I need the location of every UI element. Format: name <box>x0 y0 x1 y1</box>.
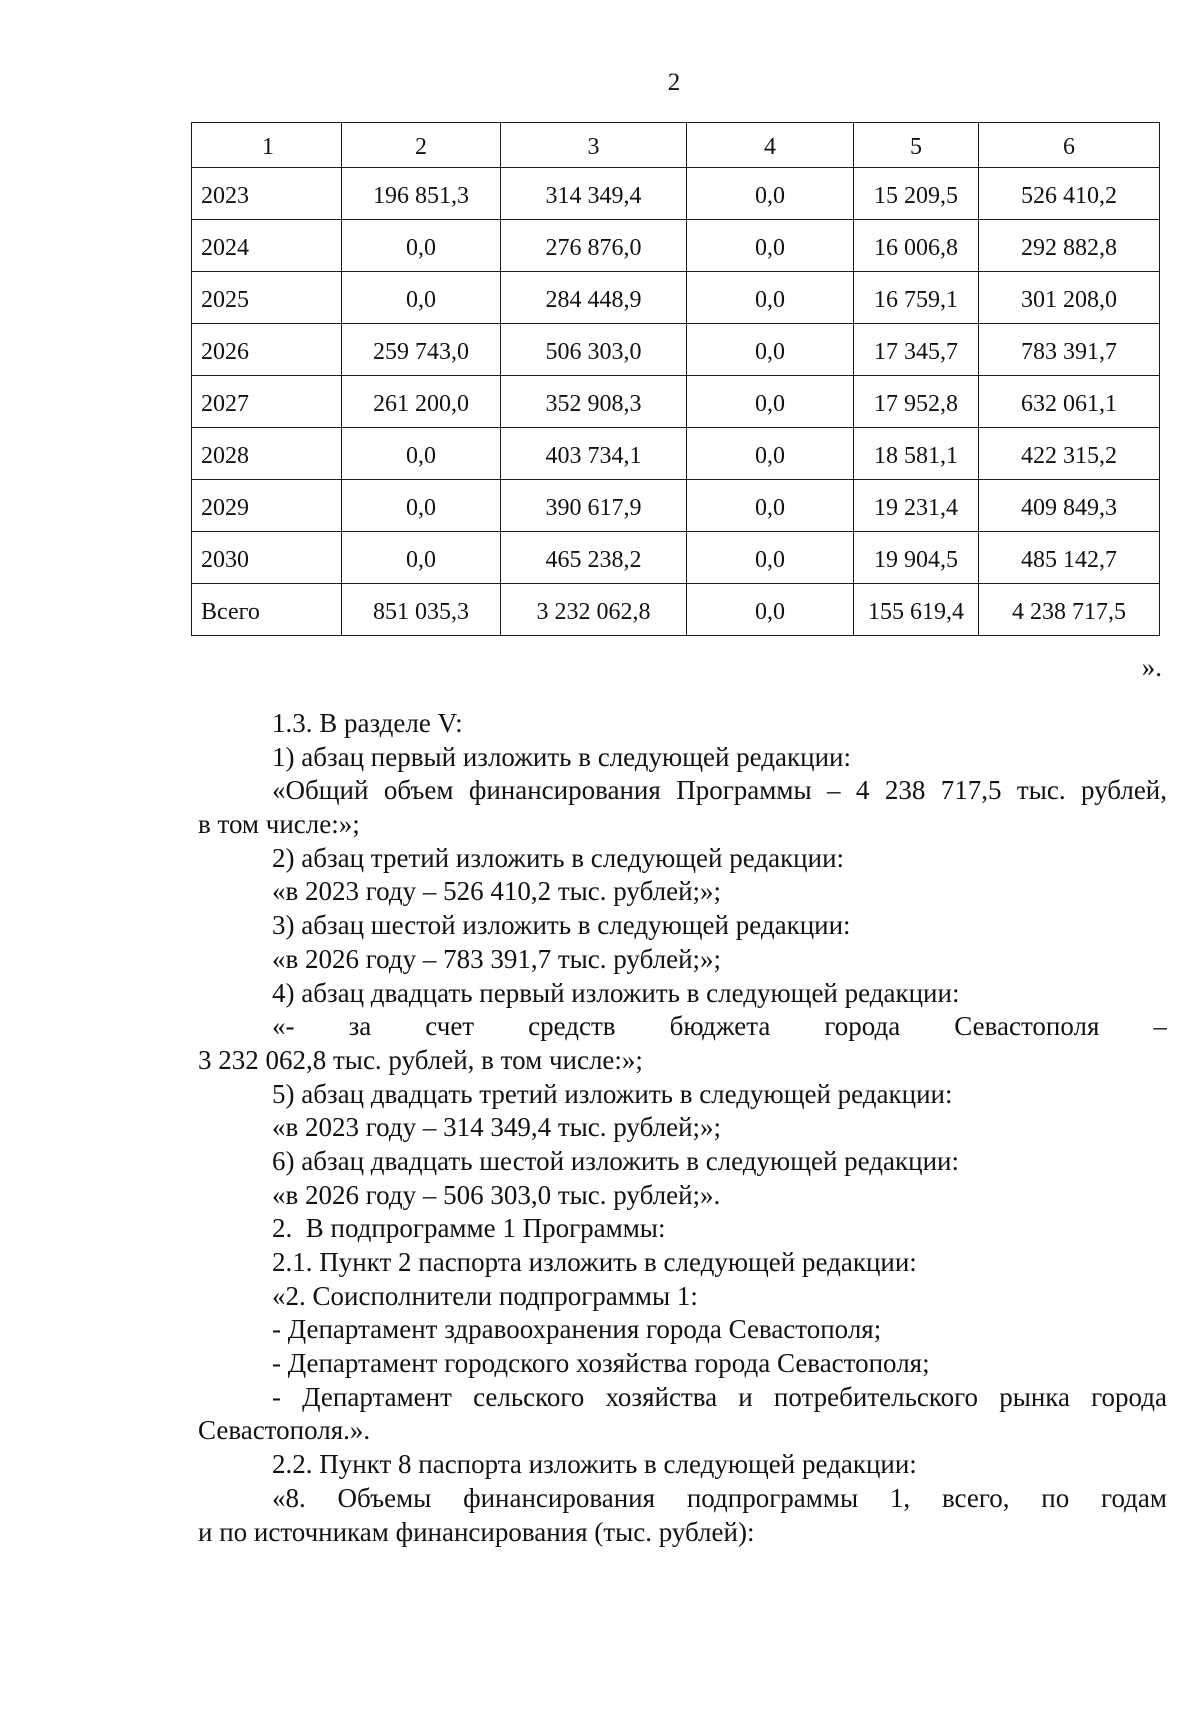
table-closing-quote: ». <box>1141 652 1162 682</box>
table-cell: 485 142,7 <box>979 532 1160 584</box>
table-cell: 0,0 <box>687 584 854 636</box>
table-cell: 0,0 <box>687 532 854 584</box>
table-cell: 783 391,7 <box>979 324 1160 376</box>
table-row-label: 2028 <box>192 428 342 480</box>
table-cell: 3 232 062,8 <box>501 584 687 636</box>
text-line: «в 2026 году – 783 391,7 тыс. рублей;»; <box>272 943 722 974</box>
text-line: «в 2023 году – 314 349,4 тыс. рублей;»; <box>272 1112 722 1143</box>
table-cell: 284 448,9 <box>501 272 687 324</box>
table-cell: 0,0 <box>687 220 854 272</box>
text-line: «в 2023 году – 526 410,2 тыс. рублей;»; <box>272 876 722 907</box>
table-cell: 0,0 <box>687 168 854 220</box>
table-cell: 506 303,0 <box>501 324 687 376</box>
table-cell: 465 238,2 <box>501 532 687 584</box>
page-number <box>0 66 1200 100</box>
text-line: 1.3. В разделе V: <box>272 708 463 738</box>
text-line: 3 232 062,8 тыс. рублей, в том числе:»; <box>198 1044 643 1075</box>
table-cell: 17 952,8 <box>854 376 979 428</box>
table-header-cell: 6 <box>979 123 1160 168</box>
table-cell: 409 849,3 <box>979 480 1160 532</box>
table-cell: 4 238 717,5 <box>979 584 1160 636</box>
table-row <box>192 584 1160 636</box>
text-line: и по источникам финансирования (тыс. рублей): <box>198 1516 755 1547</box>
table-cell: 0,0 <box>687 272 854 324</box>
text-line: 4) абзац двадцать первый изложить в следующей редакции: <box>272 977 960 1008</box>
table-header-row <box>192 123 1160 168</box>
table-cell: 17 345,7 <box>854 324 979 376</box>
text-line: 2.1. Пункт 2 паспорта изложить в следующей редакции: <box>272 1247 917 1277</box>
table-cell: 16 759,1 <box>854 272 979 324</box>
table-row <box>192 324 1160 376</box>
text-line: Севастополя.». <box>198 1415 371 1446</box>
table-row <box>192 532 1160 584</box>
table-cell: 851 035,3 <box>342 584 501 636</box>
table-header-cell: 4 <box>687 123 854 168</box>
table-row <box>192 428 1160 480</box>
table-row <box>192 220 1160 272</box>
text-line: 2.2. Пункт 8 паспорта изложить в следующей редакции: <box>272 1449 917 1480</box>
text-line: - Департамент здравоохранения города Севастополя; <box>272 1314 882 1345</box>
text-line: 5) абзац двадцать третий изложить в следующей редакции: <box>272 1078 953 1109</box>
table-cell: 276 876,0 <box>501 220 687 272</box>
table-cell: 19 231,4 <box>854 480 979 532</box>
table-cell: 196 851,3 <box>342 168 501 220</box>
table-row <box>192 272 1160 324</box>
page-number-text: 2 <box>667 69 681 96</box>
table-cell: 16 006,8 <box>854 220 979 272</box>
body-text <box>198 707 1167 1549</box>
text-line: 2) абзац третий изложить в следующей редакции: <box>272 842 845 873</box>
table-cell: 301 208,0 <box>979 272 1160 324</box>
text-line: - Департамент городского хозяйства города Севастополя; <box>272 1348 930 1379</box>
table-cell: 0,0 <box>687 376 854 428</box>
table-row <box>192 376 1160 428</box>
table-row-label: Всего <box>192 584 342 636</box>
financing-table-body <box>192 123 1160 636</box>
table-cell: 0,0 <box>687 480 854 532</box>
table-cell: 390 617,9 <box>501 480 687 532</box>
table-cell: 314 349,4 <box>501 168 687 220</box>
table-cell: 422 315,2 <box>979 428 1160 480</box>
table-cell: 0,0 <box>342 532 501 584</box>
table-cell: 18 581,1 <box>854 428 979 480</box>
text-line: «8. Объемы финансирования подпрограммы 1, всего, по годам <box>272 1482 1167 1513</box>
table-cell: 0,0 <box>687 324 854 376</box>
text-line: «в 2026 году – 506 303,0 тыс. рублей;». <box>272 1179 721 1210</box>
table-row <box>192 168 1160 220</box>
text-line: «- за счет средств бюджета города Севастополя – <box>272 1011 1167 1042</box>
table-header-cell: 1 <box>192 123 342 168</box>
table-row-label: 2029 <box>192 480 342 532</box>
table-cell: 15 209,5 <box>854 168 979 220</box>
table-row-label: 2030 <box>192 532 342 584</box>
table-row-label: 2027 <box>192 376 342 428</box>
table-row-label: 2025 <box>192 272 342 324</box>
table-cell: 292 882,8 <box>979 220 1160 272</box>
table-cell: 0,0 <box>687 428 854 480</box>
table-cell: 352 908,3 <box>501 376 687 428</box>
table-row-label: 2026 <box>192 324 342 376</box>
table-cell: 19 904,5 <box>854 532 979 584</box>
table-cell: 0,0 <box>342 428 501 480</box>
table-cell: 632 061,1 <box>979 376 1160 428</box>
table-row-label: 2023 <box>192 168 342 220</box>
text-line: 2. В подпрограмме 1 Программы: <box>272 1213 666 1244</box>
table-header-cell: 2 <box>342 123 501 168</box>
table-cell: 0,0 <box>342 480 501 532</box>
text-line: 6) абзац двадцать шестой изложить в следующей редакции: <box>272 1145 959 1176</box>
text-line: в том числе:»; <box>198 809 360 840</box>
table-header-cell: 3 <box>501 123 687 168</box>
table-cell: 0,0 <box>342 272 501 324</box>
text-line: 1) абзац первый изложить в следующей редакции: <box>272 741 851 772</box>
table-cell: 526 410,2 <box>979 168 1160 220</box>
text-line: 3) абзац шестой изложить в следующей редакции: <box>272 910 851 941</box>
text-line: - Департамент сельского хозяйства и потребительского рынка города <box>272 1381 1167 1412</box>
table-cell: 403 734,1 <box>501 428 687 480</box>
table-header-cell: 5 <box>854 123 979 168</box>
text-line: «2. Соисполнители подпрограммы 1: <box>272 1280 698 1311</box>
text-line: «Общий объем финансирования Программы – 4 238 717,5 тыс. рублей, <box>272 775 1167 806</box>
table-cell: 155 619,4 <box>854 584 979 636</box>
table-row-label: 2024 <box>192 220 342 272</box>
financing-table <box>191 122 1160 636</box>
table-cell: 259 743,0 <box>342 324 501 376</box>
table-row <box>192 480 1160 532</box>
table-cell: 0,0 <box>342 220 501 272</box>
table-cell: 261 200,0 <box>342 376 501 428</box>
